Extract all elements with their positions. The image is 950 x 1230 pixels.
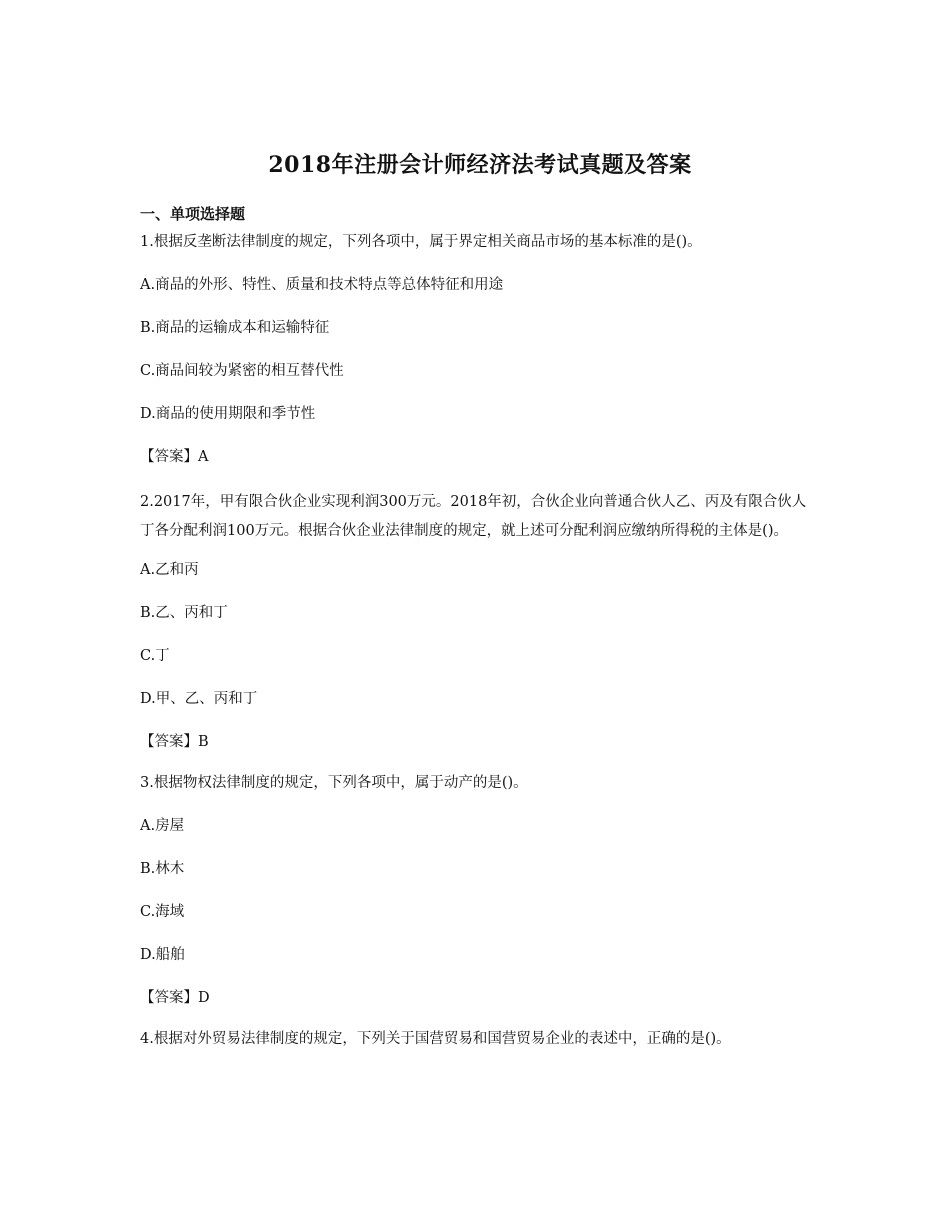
answer: 【答案】A: [140, 449, 209, 465]
question-text: 1.根据反垄断法律制度的规定，下列各项中，属于界定相关商品市场的基本标准的是()。: [140, 234, 702, 250]
option-d: D.船舶: [140, 947, 185, 963]
answer: 【答案】D: [140, 990, 210, 1006]
option-d: D.甲、乙、丙和丁: [140, 691, 258, 707]
question-text: 3.根据物权法律制度的规定，下列各项中，属于动产的是()。: [140, 775, 528, 791]
option-b: B.林木: [140, 861, 185, 877]
option-b: B.商品的运输成本和运输特征: [140, 320, 330, 336]
question-text: 2.2017年，甲有限合伙企业实现利润300万元。2018年初，合伙企业向普通合伙人乙、丙及有限合伙人丁各分配利润100万元。根据合伙企业法律制度的规定，就上述可分配利润应缴纳所得税的主体是()。: [140, 494, 807, 539]
document-page: [140, 150, 820, 1049]
option-c: C.丁: [140, 648, 170, 664]
question-1: [140, 232, 820, 467]
option-a: A.房屋: [140, 818, 185, 834]
option-a: A.商品的外形、特性、质量和技术特点等总体特征和用途: [140, 277, 504, 293]
option-c: C.商品间较为紧密的相互替代性: [140, 363, 344, 379]
question-text: 4.根据对外贸易法律制度的规定，下列关于国营贸易和国营贸易企业的表述中，正确的是()。: [140, 1031, 731, 1047]
answer: 【答案】B: [140, 734, 209, 750]
question-4: [140, 1029, 820, 1049]
document-title: 2018年注册会计师经济法考试真题及答案: [268, 152, 692, 178]
option-c: C.海域: [140, 904, 185, 920]
option-a: A.乙和丙: [140, 562, 199, 578]
question-2: [140, 488, 820, 752]
section-heading: 一、单项选择题: [140, 205, 246, 223]
option-d: D.商品的使用期限和季节性: [140, 406, 316, 422]
question-3: [140, 773, 820, 1008]
option-b: B.乙、丙和丁: [140, 605, 228, 621]
